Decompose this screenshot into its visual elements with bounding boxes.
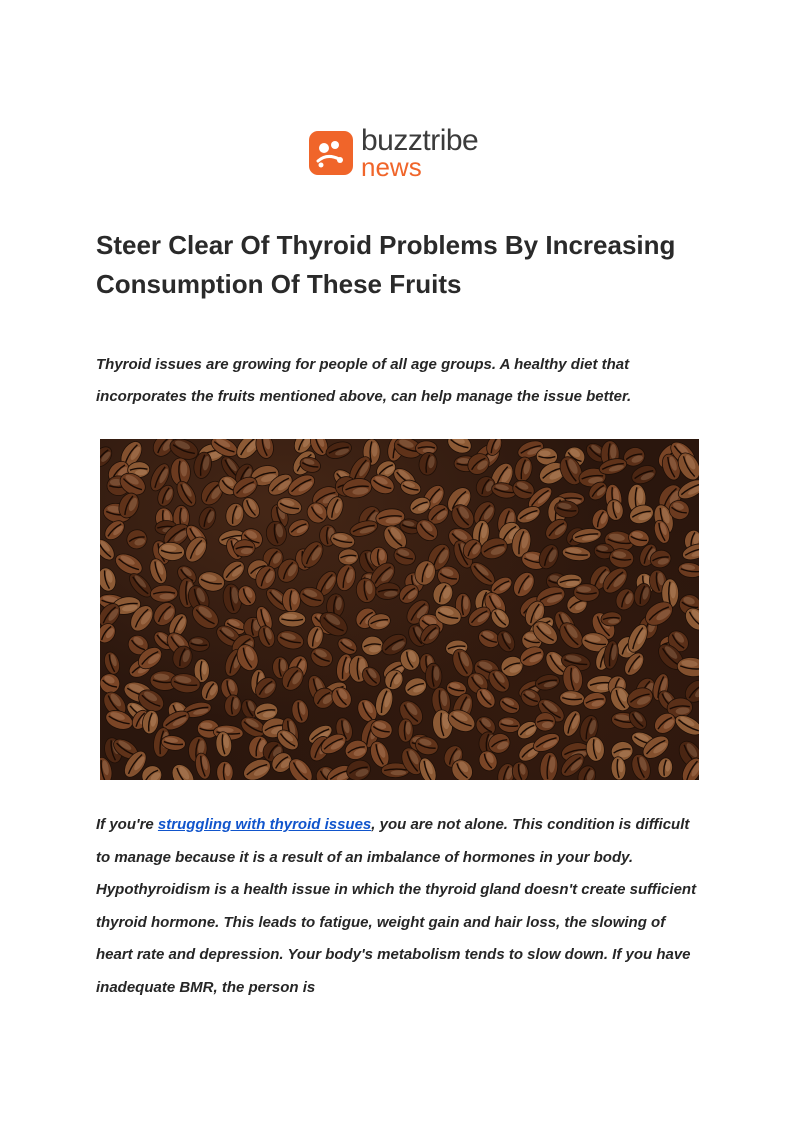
- logo-brand-line1: buzztribe: [361, 124, 479, 157]
- body-prefix: If you're: [96, 816, 158, 833]
- coffee-bean: [445, 439, 475, 457]
- coffee-bean: [324, 439, 354, 461]
- logo-brand-line2: news: [361, 152, 422, 182]
- coffee-bean: [402, 675, 429, 700]
- article-title: Steer Clear Of Thyroid Problems By Increasing Consumption Of These Fruits: [96, 230, 676, 299]
- article-image: [100, 439, 699, 780]
- site-logo[interactable]: [309, 126, 478, 180]
- coffee-bean: [582, 690, 608, 712]
- coffee-bean: [334, 563, 359, 593]
- coffee-bean: [217, 761, 234, 780]
- coffee-bean: [125, 527, 150, 551]
- coffee-bean: [253, 439, 276, 460]
- coffee-bean: [561, 545, 591, 562]
- coffee-bean: [539, 751, 559, 780]
- coffee-bean: [100, 566, 118, 593]
- coffee-bean: [494, 628, 518, 655]
- coffee-bean: [368, 471, 398, 497]
- coffee-bean: [282, 588, 300, 613]
- coffee-bean: [275, 628, 306, 652]
- coffee-bean: [417, 451, 438, 477]
- coffee-bean: [509, 569, 538, 601]
- thyroid-issues-link[interactable]: struggling with thyroid issues: [157, 816, 372, 833]
- coffee-bean: [361, 635, 385, 657]
- coffee-bean: [425, 663, 442, 690]
- coffee-bean: [535, 712, 556, 731]
- coffee-bean: [196, 505, 219, 532]
- coffee-bean: [168, 760, 199, 780]
- article-intro: Thyroid issues are growing for people of all age groups. A healthy diet that incorporates the fruits mentioned above, can help manage the issue better.: [96, 356, 632, 405]
- coffee-bean: [512, 455, 534, 483]
- coffee-bean: [112, 550, 146, 579]
- coffee-bean: [657, 757, 674, 779]
- coffee-beans-illustration: [100, 439, 699, 780]
- coffee-bean: [511, 761, 530, 780]
- bee-icon: [309, 131, 353, 175]
- coffee-bean: [497, 694, 523, 717]
- coffee-bean: [150, 585, 178, 603]
- coffee-bean: [677, 561, 699, 579]
- coffee-bean: [102, 650, 122, 676]
- coffee-bean: [337, 548, 359, 566]
- coffee-bean: [188, 636, 210, 653]
- article-body: [96, 809, 706, 1004]
- body-rest: , you are not alone. This condition is difficult to manage because it is a result of an imbalance of hormones in your body. Hypothyroidism is a health issue in which the thyroid gland doesn't create sufficient thyroid hormone. This leads to fatigue, weight gain and hair loss, the slowing of heart rate and depression. Your body's metabolism tends to slow down. If you have inadequate BMR, the person is: [96, 816, 697, 996]
- coffee-bean: [279, 611, 306, 627]
- coffee-bean: [286, 516, 312, 540]
- coffee-bean: [559, 690, 585, 707]
- coffee-bean: [344, 757, 373, 780]
